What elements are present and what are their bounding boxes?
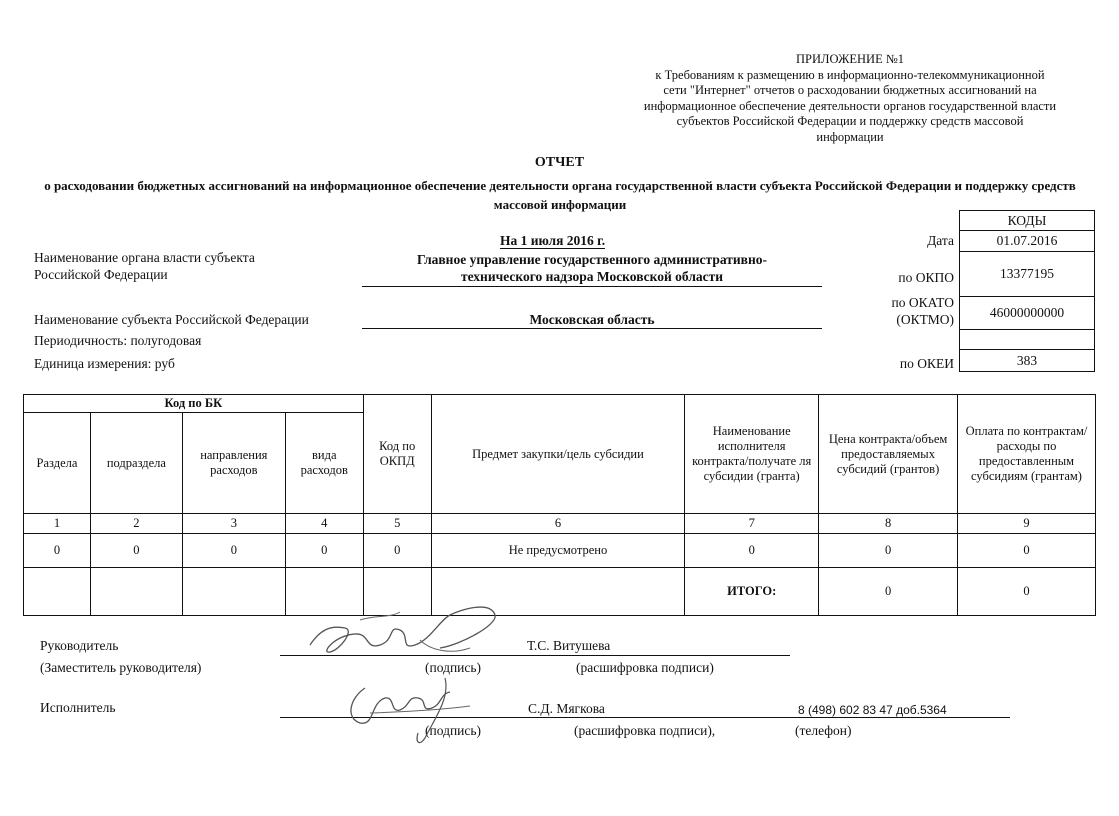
date-heading bbox=[500, 232, 605, 249]
date-heading-text: На 1 июля 2016 г. bbox=[500, 233, 606, 248]
col-number: 6 bbox=[431, 514, 685, 534]
table-cell: 0 bbox=[685, 534, 819, 568]
report-title: ОТЧЕТ bbox=[534, 155, 585, 170]
col-header: направления расходов bbox=[182, 413, 285, 514]
okato-label-line: (ОКТМО) bbox=[896, 312, 954, 327]
col-header: Цена контракта/объем предоставляемых субсидий (грантов) bbox=[819, 395, 958, 514]
executor-name: С.Д. Мягкова bbox=[528, 701, 605, 716]
head-name: Т.С. Витушева bbox=[527, 638, 611, 653]
table-cell-empty bbox=[24, 568, 91, 616]
col-number: 3 bbox=[182, 514, 285, 534]
empty-code-cell bbox=[960, 330, 1095, 350]
col-header: подраздела bbox=[90, 413, 182, 514]
appendix-line: к Требованиям к размещению в информационно-телекоммуникационной bbox=[655, 67, 1045, 82]
date-label: Дата bbox=[927, 233, 954, 248]
sign-caption-2: (подпись) bbox=[425, 723, 482, 738]
table-cell: 0 bbox=[24, 534, 91, 568]
codes-table bbox=[959, 210, 1095, 372]
appendix-line: сети "Интернет" отчетов о расходовании бюджетных ассигнований на bbox=[663, 83, 1037, 97]
authority-label-line: Российской Федерации bbox=[34, 267, 168, 282]
authority-value-line: технического надзора Московской области bbox=[460, 269, 724, 284]
authority-label bbox=[34, 249, 255, 283]
decode-caption-2: (расшифровка подписи), bbox=[574, 723, 716, 738]
col-number: 1 bbox=[24, 514, 91, 534]
phone: 8 (498) 602 83 47 доб.5364 bbox=[798, 703, 947, 717]
decode-caption: (расшифровка подписи) bbox=[576, 660, 714, 675]
head-signature-icon bbox=[300, 590, 500, 670]
executor-signature-icon bbox=[340, 668, 480, 748]
authority-value bbox=[362, 251, 822, 287]
date-value: 01.07.2016 bbox=[960, 231, 1095, 252]
col-header: Оплата по контрактам/расходы по предоставленным субсидиям (грантам) bbox=[958, 395, 1096, 514]
sign-caption: (подпись) bbox=[425, 660, 482, 675]
col-header: Раздела bbox=[24, 413, 91, 514]
total-paid: 0 bbox=[958, 568, 1096, 616]
appendix-line: субъектов Российской Федерации и поддержку средств массовой bbox=[676, 114, 1024, 128]
expenses-table bbox=[23, 394, 1096, 616]
unit: Единица измерения: руб bbox=[34, 356, 175, 371]
head-label: Руководитель bbox=[40, 638, 119, 653]
codes-header: КОДЫ bbox=[960, 211, 1095, 231]
table-cell: 0 bbox=[363, 534, 431, 568]
authority-label-line: Наименование органа власти субъекта bbox=[34, 250, 255, 265]
col-number: 7 bbox=[685, 514, 819, 534]
phone-caption: (телефон) bbox=[795, 723, 852, 738]
report-subtitle: о расходовании бюджетных ассигнований на информационное обеспечение деятельности органа государственной власти субъекта Российской Федерации и поддержку средств массовой информации bbox=[44, 178, 1076, 212]
bk-code-header: Код по БК bbox=[24, 395, 364, 413]
table-cell: 0 bbox=[90, 534, 182, 568]
appendix-line: информационное обеспечение деятельности органов государственной власти bbox=[643, 98, 1057, 113]
okato-label bbox=[860, 294, 954, 328]
col-number: 2 bbox=[90, 514, 182, 534]
col-number: 8 bbox=[819, 514, 958, 534]
col-header: Предмет закупки/цель субсидии bbox=[431, 395, 685, 514]
table-cell: 0 bbox=[182, 534, 285, 568]
table-cell: 0 bbox=[819, 534, 958, 568]
authority-value-line: Главное управление государственного административно- bbox=[417, 252, 767, 267]
okpo-value: 13377195 bbox=[960, 252, 1095, 297]
okato-value: 46000000000 bbox=[960, 297, 1095, 330]
subject-value: Московская область bbox=[362, 311, 822, 329]
okei-value: 383 bbox=[960, 350, 1095, 372]
table-cell-empty bbox=[182, 568, 285, 616]
col-header: Код по ОКПД bbox=[363, 395, 431, 514]
col-number: 4 bbox=[285, 514, 363, 534]
subject-label: Наименование субъекта Российской Федерации bbox=[34, 312, 309, 327]
appendix-title: ПРИЛОЖЕНИЕ №1 bbox=[795, 52, 905, 66]
periodicity: Периодичность: полугодовая bbox=[34, 333, 202, 348]
appendix-line: информации bbox=[816, 129, 884, 144]
table-cell: 0 bbox=[958, 534, 1096, 568]
deputy-label: (Заместитель руководителя) bbox=[40, 660, 202, 675]
col-header: Наименование исполнителя контракта/получате ля субсидии (гранта) bbox=[685, 395, 819, 514]
table-cell: 0 bbox=[285, 534, 363, 568]
col-number: 5 bbox=[363, 514, 431, 534]
okpo-label: по ОКПО bbox=[898, 270, 954, 285]
appendix-header bbox=[620, 52, 1080, 145]
total-label: ИТОГО: bbox=[685, 568, 819, 616]
table-cell: Не предусмотрено bbox=[431, 534, 685, 568]
col-number: 9 bbox=[958, 514, 1096, 534]
okei-label: по ОКЕИ bbox=[899, 356, 954, 371]
total-price: 0 bbox=[819, 568, 958, 616]
executor-label: Исполнитель bbox=[40, 700, 116, 715]
table-cell-empty bbox=[90, 568, 182, 616]
okato-label-line: по ОКАТО bbox=[891, 295, 954, 310]
col-header: вида расходов bbox=[285, 413, 363, 514]
